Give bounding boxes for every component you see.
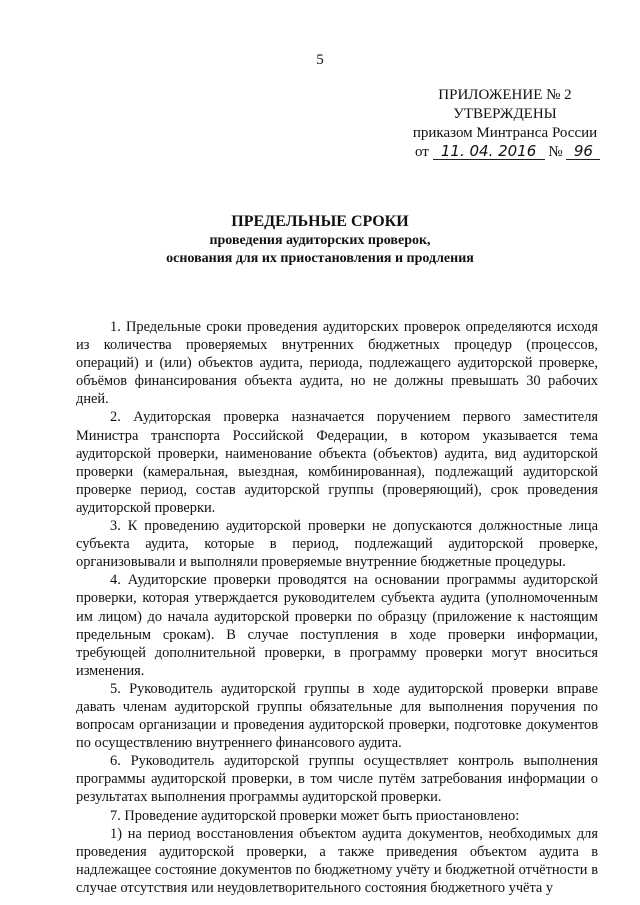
title-line-2: проведения аудиторских проверок, [209,233,431,248]
from-label: от [415,144,429,160]
paragraph-5: 5. Руководитель аудиторской группы в ходе аудиторской проверки вправе давать членам аудиторской группы обязательные для выполнения поручения по вопросам организации и проведения аудиторской проверки, подготовке документов по осуществлению внутреннего финансового аудита. [76,680,598,752]
document-body [76,318,598,897]
page-number: 5 [316,52,324,68]
document-title [0,212,640,268]
paragraph-3: 3. К проведению аудиторской проверки не допускаются должностные лица субъекта аудита, которые в период, подлежащий аудиторской проверке, организовывали и выполняли проверяемые внутренние бюджетные процедуры. [76,518,598,571]
paragraph-1: 1. Предельные сроки проведения аудиторских проверок определяются исходя из количества проверяемых внутренних бюджетных процедур (процессов, операций) и (или) объектов аудита, периода, подлежащего аудиторской проверке, объёмов финансирования объекта аудита, но не должны превышать 30 рабочих дней. [76,319,598,408]
paragraph-2: 2. Аудиторская проверка назначается поручением первого заместителя Министра транспорта Российской Федерации, в котором указывается тема аудиторской проверки, наименование объекта (объектов) аудита, вид аудиторской проверки (камеральная, выездная, комбинированная), подлежащий аудиторской проверке период, состав аудиторской группы (проверяющий), срок проведения аудиторской проверки. [76,409,598,516]
paragraph-7-item-1: 1) на период восстановления объектом аудита документов, необходимых для проведения аудиторской проверки, а также приведения объектом аудита в надлежащее состояние документов по бюджетному учёту и бюджетной отчётности в случае отсутствия или неудовлетворительного состояния бюджетного учёта у [76,825,598,896]
paragraph-7: 7. Проведение аудиторской проверки может быть приостановлено: [110,807,520,824]
number-label: № [548,144,563,160]
appendix-label: ПРИЛОЖЕНИЕ № 2 [438,87,572,103]
paragraph-6: 6. Руководитель аудиторской группы осуществляет контроль выполнения программы аудиторской проверки, в том числе путём затребования информации о результатах выполнения программы аудиторской проверки. [76,753,598,806]
approved-label: УТВЕРЖДЕНЫ [453,106,557,122]
approval-block [395,86,615,162]
order-label: приказом Минтранса России [412,125,598,141]
handwritten-number: 96 [566,143,600,160]
title-line-1: ПРЕДЕЛЬНЫЕ СРОКИ [231,213,409,230]
paragraph-4: 4. Аудиторские проверки проводятся на основании программы аудиторской проверки, которая утверждается руководителем субъекта аудита (уполномоченным им лицом) до начала аудиторской проверки по образцу (приложение к настоящим предельным срокам). В случае поступления в ходе проверки информации, требующей дополнительной проверки, в программу проверки могут вноситься изменения. [76,572,598,679]
order-date-line [415,143,615,162]
handwritten-date: 11. 04. 2016 [433,143,545,160]
title-line-3: основания для их приостановления и продления [166,251,474,266]
